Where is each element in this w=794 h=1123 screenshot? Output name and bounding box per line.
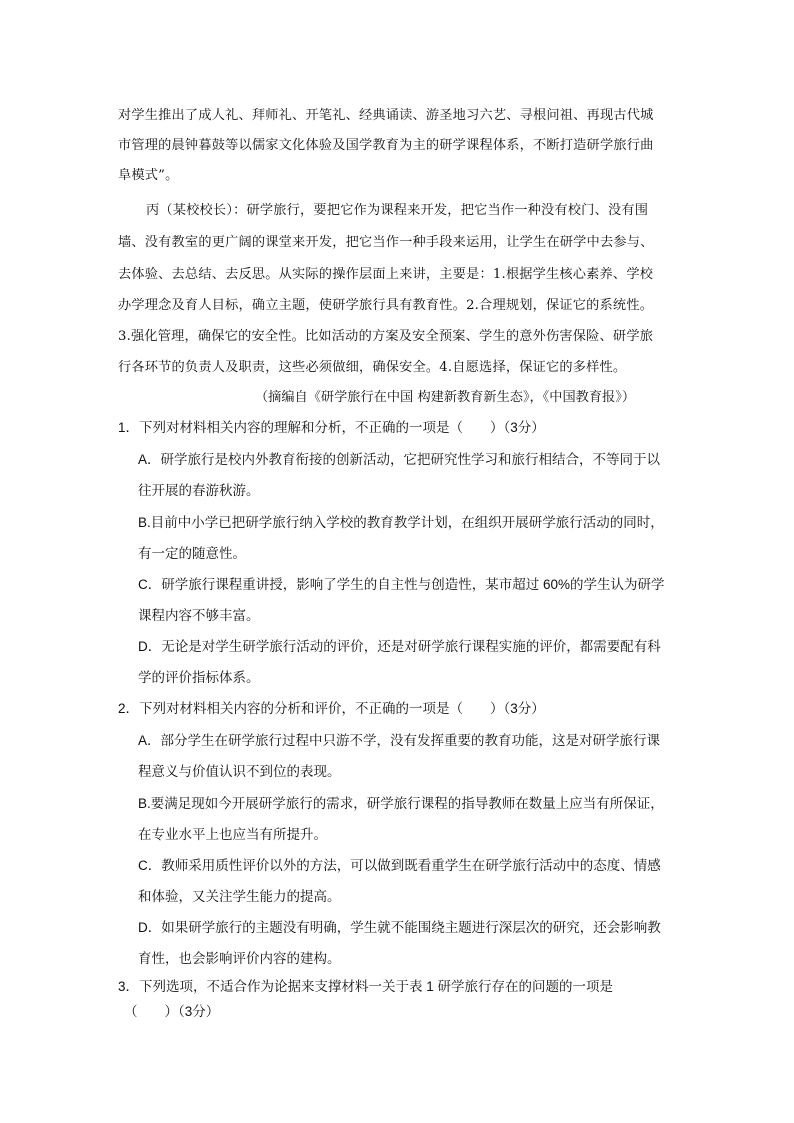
text-line: 办学理念及育人目标，确立主题，使研学旅行具有教育性。2.合理规划，保证它的系统性。 bbox=[118, 298, 654, 313]
text-line: 行各环节的负责人及职责，这些必须做细，确保安全。4.自愿选择，保证它的多样性。 bbox=[118, 360, 627, 375]
option-c: C．教师采用质性评价以外的方法，可以做到既看重学生在研学旅行活动中的态度、情感 bbox=[138, 858, 661, 873]
option-a: A．研学旅行是校内外教育衔接的创新活动，它把研究性学习和旅行相结合，不等同于以 bbox=[138, 452, 661, 467]
option-d: D．如果研学旅行的主题没有明确，学生就不能围绕主题进行深层次的研究，还会影响教 bbox=[138, 920, 661, 935]
option-b-cont: 有一定的随意性。 bbox=[138, 546, 246, 561]
source-citation: （摘编自《研学旅行在中国 构建新教育新生态》，《中国教育报》） bbox=[255, 390, 636, 405]
text-line: 去体验、去总结、去反思。从实际的操作层面上来讲，主要是：1.根据学生核心素养、学校 bbox=[118, 267, 654, 282]
text-line: 对学生推出了成人礼、拜师礼、开笔礼、经典诵读、游圣地习六艺、寻根问祖、再现古代城 bbox=[118, 108, 654, 123]
option-a-cont: 往开展的春游秋游。 bbox=[138, 483, 260, 498]
option-d-cont: 学的评价指标体系。 bbox=[138, 670, 260, 685]
option-c-cont: 和体验，又关注学生能力的提高。 bbox=[138, 889, 341, 904]
option-d-cont: 育性，也会影响评价内容的建构。 bbox=[138, 951, 341, 966]
text-line: 市管理的晨钟暮鼓等以儒家文化体验及国学教育为主的研学课程体系，不断打造研学旅行曲 bbox=[118, 138, 654, 153]
question-stem: 2．下列对材料相关内容的分析和评价，不正确的一项是（ ）（3分） bbox=[118, 701, 545, 716]
text-line: 墙、没有教室的更广阔的课堂来开发，把它当作一种手段来运用，让学生在研学中去参与、 bbox=[118, 235, 654, 250]
option-b-cont: 在专业水平上也应当有所提升。 bbox=[138, 827, 327, 842]
option-c: C．研学旅行课程重讲授，影响了学生的自主性与创造性，某市超过 60%的学生认为研学 bbox=[138, 577, 665, 592]
option-a-cont: 程意义与价值认识不到位的表现。 bbox=[138, 764, 341, 779]
question-stem: 3．下列选项，不适合作为论据来支撑材料一关于表 1 研学旅行存在的问题的一项是 bbox=[118, 979, 614, 994]
text-line: 阜模式”。 bbox=[118, 168, 179, 183]
option-b: B.要满足现如今开展研学旅行的需求，研学旅行课程的指导教师在数量上应当有所保证， bbox=[138, 796, 664, 811]
option-b: B.目前中小学已把研学旅行纳入学校的教育教学计划，在组织开展研学旅行活动的同时， bbox=[138, 515, 664, 530]
text-line: 丙（某校校长）：研学旅行，要把它作为课程来开发，把它当作一种没有校门、没有围 bbox=[146, 203, 649, 218]
question-stem: 1．下列对材料相关内容的理解和分析，不正确的一项是（ ）（3分） bbox=[118, 420, 545, 435]
option-c-cont: 课程内容不够丰富。 bbox=[138, 608, 260, 623]
question-stem-cont: （ ）（3分） bbox=[124, 1004, 220, 1019]
option-d: D．无论是对学生研学旅行活动的评价，还是对研学旅行课程实施的评价，都需要配有科 bbox=[138, 639, 661, 654]
text-line: 3.强化管理，确保它的安全性。比如活动的方案及安全预案、学生的意外伤害保险、研学旅 bbox=[118, 329, 654, 344]
option-a: A．部分学生在研学旅行过程中只游不学，没有发挥重要的教育功能，这是对研学旅行课 bbox=[138, 733, 661, 748]
